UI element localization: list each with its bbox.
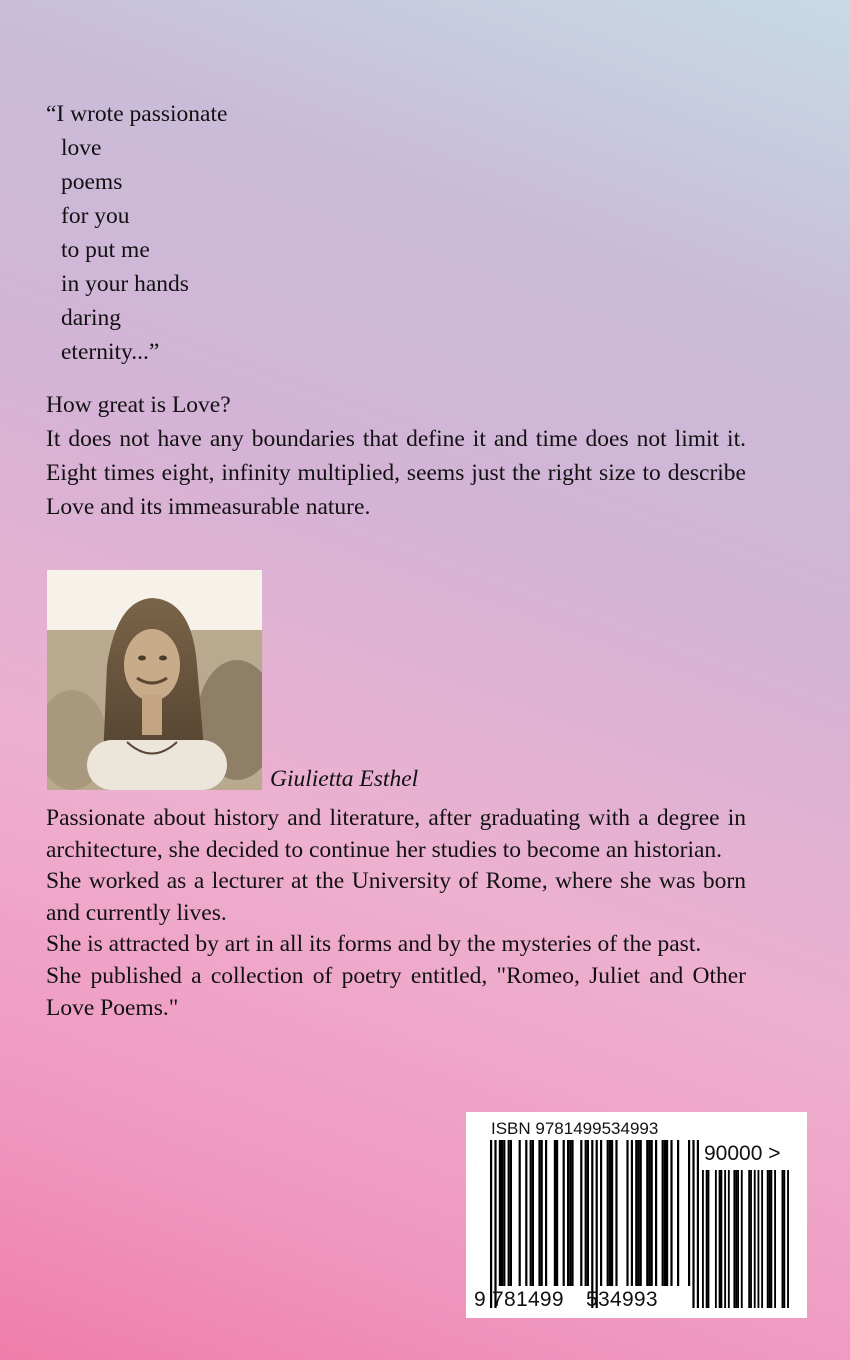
addon-bar — [733, 1170, 735, 1308]
barcode-bar — [648, 1140, 650, 1286]
barcode-bar — [640, 1140, 642, 1286]
barcode-bar — [596, 1140, 598, 1308]
barcode-bar — [637, 1140, 639, 1286]
barcode-bar — [635, 1140, 637, 1286]
poem-excerpt — [46, 97, 227, 369]
addon-bar — [769, 1170, 771, 1308]
bio-paragraph: She worked as a lecturer at the University of Rome, where she was born and currently lives. — [46, 868, 746, 926]
addon-bar — [721, 1170, 723, 1308]
author-photo — [47, 570, 262, 790]
barcode-bar — [556, 1140, 558, 1286]
author-portrait-image — [47, 570, 262, 790]
barcode-bar — [651, 1140, 653, 1286]
barcode-bar — [538, 1140, 540, 1286]
barcode-bar — [677, 1140, 679, 1286]
isbn-barcode — [466, 1112, 807, 1318]
barcode-bar — [567, 1140, 569, 1286]
bio-paragraph: She published a collection of poetry entitled, "Romeo, Juliet and Other Love Poems." — [46, 962, 746, 1021]
barcode-bar — [563, 1140, 565, 1286]
barcode-bar — [490, 1140, 492, 1308]
barcode-bar — [670, 1140, 672, 1286]
poem-line: to put me — [61, 237, 150, 263]
author-name: Giulietta Esthel — [270, 766, 419, 792]
addon-bar — [783, 1170, 785, 1308]
addon-bar — [719, 1170, 721, 1308]
barcode-bar — [655, 1140, 657, 1286]
description-body: It does not have any boundaries that define it and time does not limit it. Eight times eight, infinity multiplied, seems just the right size to describe Love and its immeasurable nature. — [46, 426, 746, 520]
barcode-bar — [607, 1140, 609, 1286]
barcode-right-digits: 534993 — [586, 1288, 658, 1311]
barcode-bar — [585, 1140, 587, 1286]
barcode-bar — [697, 1140, 699, 1308]
book-description — [46, 388, 746, 524]
addon-bar — [728, 1170, 730, 1308]
bio-paragraph: Passionate about history and literature, after graduating with a degree in architecture, she decided to continue her studies to become an historian. — [46, 805, 746, 863]
addon-bar — [787, 1170, 789, 1308]
description-question: How great is Love? — [46, 392, 231, 418]
barcode-bar — [615, 1140, 617, 1286]
poem-line: “I wrote passionate — [46, 101, 228, 127]
addon-bar — [770, 1170, 772, 1308]
barcode-left-digits: 781499 — [492, 1288, 564, 1311]
barcode-bar — [499, 1140, 501, 1286]
barcode-bar — [626, 1140, 628, 1286]
barcode-bar — [532, 1140, 534, 1286]
author-bio — [46, 803, 746, 1024]
barcode-bar — [510, 1140, 512, 1286]
addon-bar — [708, 1170, 710, 1308]
poem-line: daring — [61, 305, 122, 331]
barcode-bar — [600, 1140, 602, 1286]
barcode-bar — [541, 1140, 543, 1286]
addon-bar — [737, 1170, 739, 1308]
barcode-bar — [508, 1140, 510, 1286]
isbn-label: ISBN 9781499534993 — [491, 1119, 659, 1138]
addon-bar — [702, 1170, 704, 1308]
addon-bar — [758, 1170, 760, 1308]
barcode-bar — [587, 1140, 589, 1286]
barcode-bar — [530, 1140, 532, 1286]
addon-bar — [706, 1170, 708, 1308]
barcode-bar — [519, 1140, 521, 1286]
barcode-bar — [571, 1140, 573, 1286]
poem-line: love — [61, 135, 102, 161]
barcode-bar — [692, 1140, 694, 1308]
barcode-bar — [494, 1140, 496, 1308]
barcode-bar — [688, 1140, 690, 1286]
addon-bar — [735, 1170, 737, 1308]
poem-line: poems — [61, 169, 123, 195]
addon-bar — [767, 1170, 769, 1308]
addon-bar — [761, 1170, 763, 1308]
bio-paragraph: She is attracted by art in all its forms and by the mysteries of the past. — [46, 931, 702, 958]
barcode-bar — [611, 1140, 613, 1286]
addon-bar — [782, 1170, 784, 1308]
barcode-bar — [646, 1140, 648, 1286]
barcode-bar — [569, 1140, 571, 1286]
addon-bar — [774, 1170, 776, 1308]
barcode-bar — [503, 1140, 505, 1286]
barcode-bar — [580, 1140, 582, 1286]
addon-bar — [724, 1170, 726, 1308]
barcode-bar — [666, 1140, 668, 1286]
barcode-bar — [501, 1140, 503, 1286]
poem-line: for you — [61, 203, 130, 229]
addon-bar — [741, 1170, 743, 1308]
addon-bar — [750, 1170, 752, 1308]
poem-line: in your hands — [61, 271, 189, 297]
barcode-bar — [664, 1140, 666, 1286]
barcode-bar — [525, 1140, 527, 1286]
barcode-digits — [474, 1288, 674, 1312]
poem-line: eternity...” — [61, 339, 160, 365]
addon-bar — [754, 1170, 756, 1308]
barcode-bar — [609, 1140, 611, 1286]
barcode-bar — [545, 1140, 547, 1286]
addon-bar — [715, 1170, 717, 1308]
barcode-bar — [554, 1140, 556, 1286]
barcode-bar — [662, 1140, 664, 1286]
barcode-first-digit: 9 — [474, 1288, 486, 1311]
addon-bar — [748, 1170, 750, 1308]
price-code: 90000 > — [704, 1142, 781, 1165]
barcode-bar — [631, 1140, 633, 1286]
barcode-bar — [591, 1140, 593, 1308]
